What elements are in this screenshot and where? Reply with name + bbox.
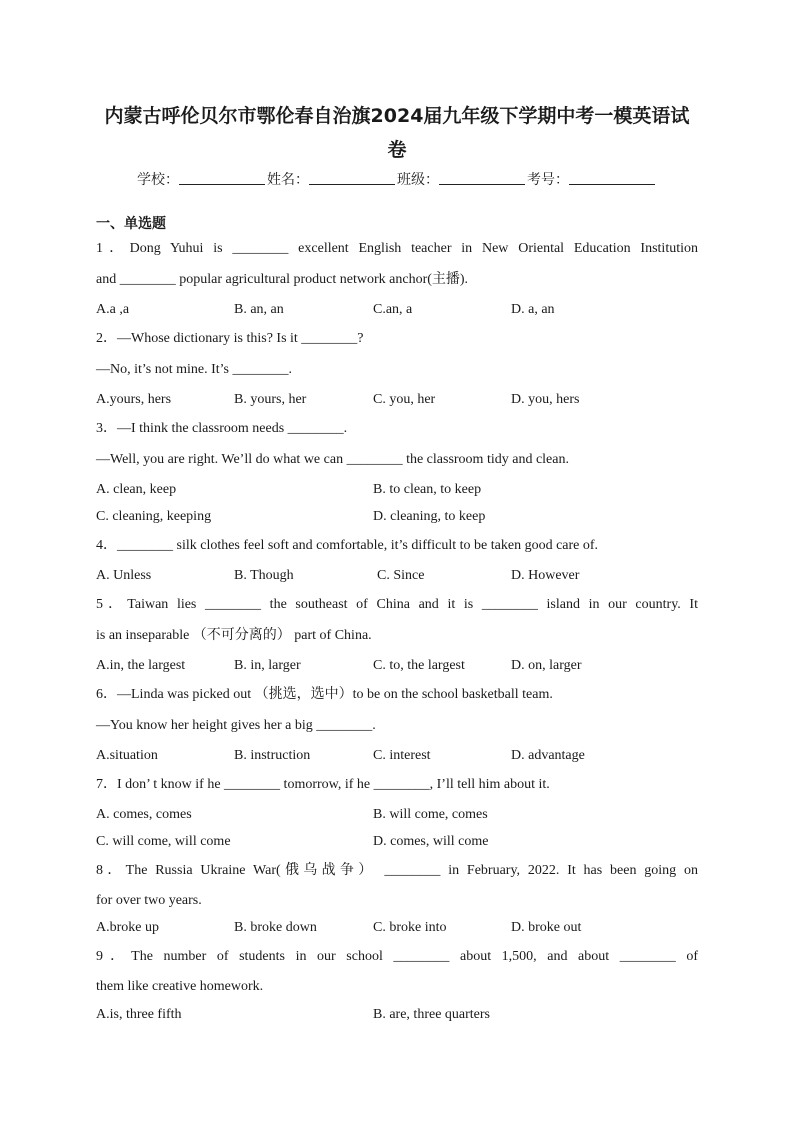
question-6-line-2: —You know her height gives her a big ________. [96,718,376,733]
question-3-option-c[interactable]: C. cleaning, keeping [96,509,212,524]
question-2-line-2: —No, it’s not mine. It’s ________. [96,362,292,377]
question-7-option-c[interactable]: C. will come, will come [96,834,231,849]
question-1-option-c[interactable]: C.an, a [373,302,413,317]
exam-title-line1: 内蒙古呼伦贝尔市鄂伦春自治旗2024届九年级下学期中考一模英语试 [104,105,690,127]
question-7-option-a[interactable]: A. comes, comes [96,807,192,822]
question-5-option-d[interactable]: D. on, larger [511,658,582,673]
question-7-option-b[interactable]: B. will come, comes [373,807,488,822]
question-8-option-c[interactable]: C. broke into [373,920,447,935]
question-2-option-a[interactable]: A.yours, hers [96,392,172,407]
question-9-line-1: 9．The number of students in our school ________ about 1,500, and about ________ of [96,949,698,964]
question-1-option-b[interactable]: B. an, an [234,302,284,317]
question-6-option-a[interactable]: A.situation [96,748,158,763]
number-label: 考号： [527,172,569,188]
question-8-option-d[interactable]: D. broke out [511,920,582,935]
question-1-line-1: 1．Dong Yuhui is ________ excellent English teacher in New Oriental Education Institution [96,241,698,256]
question-1-line-2: and ________ popular agricultural product network anchor(主播). [96,272,469,287]
question-4-option-c[interactable]: C. Since [377,568,425,583]
question-5-line-1: 5．Taiwan lies ________ the southeast of China and it is ________ island in our country. It [96,597,698,612]
exam-title-line2: 卷 [387,139,407,161]
question-2-option-d[interactable]: D. you, hers [511,392,580,407]
class-blank[interactable] [439,170,525,185]
question-2-option-c[interactable]: C. you, her [373,392,436,407]
question-9-option-a[interactable]: A.is, three fifth [96,1007,182,1022]
section-title: 一、单选题 [96,216,166,232]
question-7-option-d[interactable]: D. comes, will come [373,834,489,849]
question-8-line-2: for over two years. [96,893,202,908]
question-6-option-c[interactable]: C. interest [373,748,431,763]
question-6-option-b[interactable]: B. instruction [234,748,311,763]
question-5-option-c[interactable]: C. to, the largest [373,658,465,673]
question-8-line-1: 8．The Russia Ukraine War(俄乌战争） ________ in February, 2022. It has been going on [96,863,698,878]
question-8-option-a[interactable]: A.broke up [96,920,159,935]
question-3-option-a[interactable]: A. clean, keep [96,482,177,497]
question-1-option-d[interactable]: D. a, an [511,302,555,317]
question-7-line-1: 7．I don’ t know if he ________ tomorrow, if he ________, I’ll tell him about it. [96,777,550,792]
question-5-option-a[interactable]: A.in, the largest [96,658,186,673]
question-4-option-a[interactable]: A. Unless [96,568,152,583]
name-label: 姓名： [267,172,309,188]
question-4-option-d[interactable]: D. However [511,568,580,583]
student-info-row [0,168,794,192]
question-2-option-b[interactable]: B. yours, her [234,392,307,407]
school-blank[interactable] [179,170,265,185]
name-blank[interactable] [309,170,395,185]
number-blank[interactable] [569,170,655,185]
question-2-line-1: 2．—Whose dictionary is this? Is it ________? [96,331,364,346]
question-4-line-1: 4．________ silk clothes feel soft and comfortable, it’s difficult to be taken good care of. [96,538,599,553]
question-6-line-1: 6．—Linda was picked out （挑选，选中）to be on the school basketball team. [96,687,553,702]
question-8-option-b[interactable]: B. broke down [234,920,317,935]
question-3-line-2: —Well, you are right. We’ll do what we can ________ the classroom tidy and clean. [96,452,569,467]
question-5-line-2: is an inseparable （不可分离的） part of China. [96,628,372,643]
question-1-option-a[interactable]: A.a ,a [96,302,130,317]
question-6-option-d[interactable]: D. advantage [511,748,585,763]
class-label: 班级： [397,172,439,188]
question-9-option-b[interactable]: B. are, three quarters [373,1007,490,1022]
question-3-option-b[interactable]: B. to clean, to keep [373,482,482,497]
question-3-option-d[interactable]: D. cleaning, to keep [373,509,486,524]
question-9-line-2: them like creative homework. [96,979,264,994]
question-3-line-1: 3．—I think the classroom needs ________. [96,421,348,436]
question-4-option-b[interactable]: B. Though [234,568,294,583]
question-5-option-b[interactable]: B. in, larger [234,658,301,673]
school-label: 学校： [137,172,179,188]
